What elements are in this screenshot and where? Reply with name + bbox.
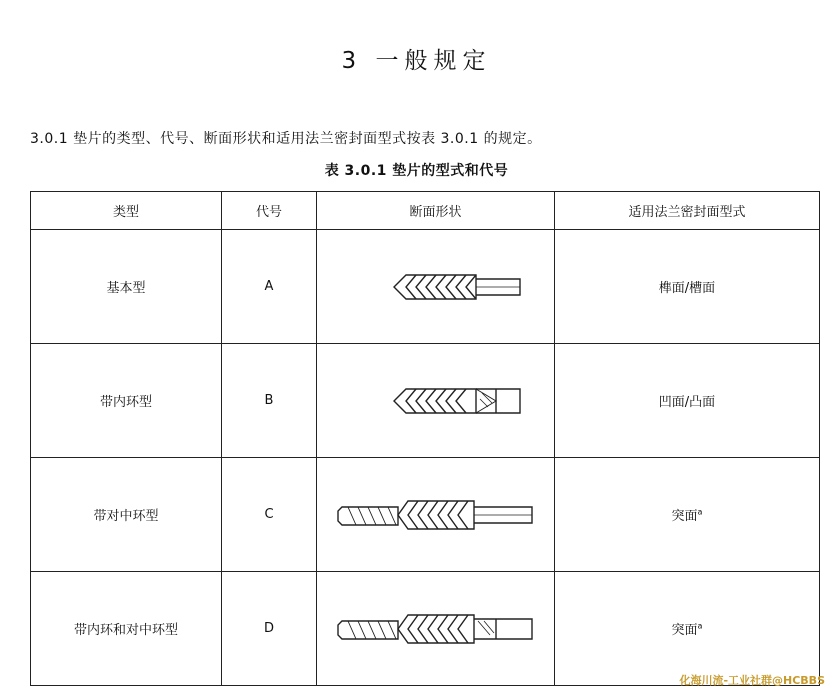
spiral-wound-basic-icon [346,267,526,307]
footnote-marker: a [697,621,703,631]
flange-face-text: 凹面/凸面 [658,395,716,410]
shape-cell [317,458,555,572]
spiral-wound-inner-and-centering-ring-icon [336,609,536,649]
shape-cell [317,344,555,458]
code-cell: A [222,230,317,344]
table-row [31,572,820,686]
flange-face-text: 突面 [671,509,698,524]
header-shape: 断面形状 [317,192,555,230]
code-cell: B [222,344,317,458]
type-cell: 带内环和对中环型 [31,572,222,686]
table-row [31,230,820,344]
spiral-wound-centering-ring-icon [336,495,536,535]
type-cell: 带对中环型 [31,458,222,572]
type-cell: 带内环型 [31,344,222,458]
code-cell: D [222,572,317,686]
flange-face-text: 榫面/槽面 [658,281,716,296]
header-type: 类型 [31,192,222,230]
header-flange-face: 适用法兰密封面型式 [555,192,820,230]
table-row [31,458,820,572]
spiral-wound-inner-ring-icon [346,381,526,421]
table-row [31,344,820,458]
flange-face-cell [555,230,820,344]
clause-text: 3.0.1 垫片的类型、代号、断面形状和适用法兰密封面型式按表 3.0.1 的规定。 [30,131,542,147]
flange-face-text: 突面 [671,623,698,638]
watermark: 化海川流-工业社群@HCBBS [679,674,825,687]
table-header-row [31,192,820,230]
flange-face-cell [555,344,820,458]
gasket-spec-table [30,191,820,686]
table-caption: 表 3.0.1 垫片的型式和代号 [324,163,509,179]
shape-cell [317,572,555,686]
flange-face-cell [555,572,820,686]
flange-face-cell [555,458,820,572]
type-cell: 基本型 [31,230,222,344]
footnote-marker: a [697,507,703,517]
header-code: 代号 [222,192,317,230]
shape-cell [317,230,555,344]
chapter-title: 3 一般规定 [341,48,492,74]
code-cell: C [222,458,317,572]
